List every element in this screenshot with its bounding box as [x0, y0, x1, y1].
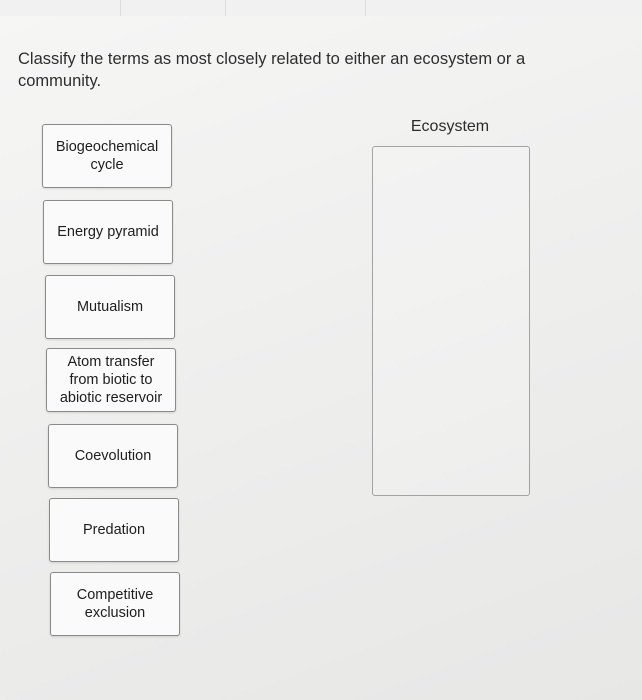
term-card-atom-transfer[interactable] — [46, 348, 176, 412]
toolbar-segment — [0, 0, 121, 16]
toolbar-segment — [225, 0, 366, 16]
question-prompt: Classify the terms as most closely related to either an ecosystem or a community. — [18, 50, 526, 90]
term-card-mutualism[interactable] — [45, 275, 175, 339]
term-card-label: Energy pyramid — [57, 224, 159, 240]
term-card-coevolution[interactable] — [48, 424, 178, 488]
term-card-energy-pyramid[interactable] — [43, 200, 173, 264]
term-card-label: Predation — [82, 522, 146, 538]
term-card-competitive-exclusion[interactable] — [50, 572, 180, 636]
term-card-label: Competitive exclusion — [76, 587, 154, 621]
term-card-label: Biogeochemical cycle — [55, 139, 159, 173]
term-card-biogeochemical-cycle[interactable] — [42, 124, 172, 188]
term-card-predation[interactable] — [49, 498, 179, 562]
term-card-label: Coevolution — [74, 448, 152, 464]
toolbar-segment — [120, 0, 226, 16]
term-card-label: Mutualism — [76, 299, 144, 315]
term-card-label: Atom transfer from biotic to abiotic reservoir — [59, 354, 163, 406]
top-toolbar-strip — [0, 0, 642, 16]
bin-label-ecosystem: Ecosystem — [410, 118, 490, 135]
drop-zone-ecosystem[interactable] — [372, 146, 530, 496]
